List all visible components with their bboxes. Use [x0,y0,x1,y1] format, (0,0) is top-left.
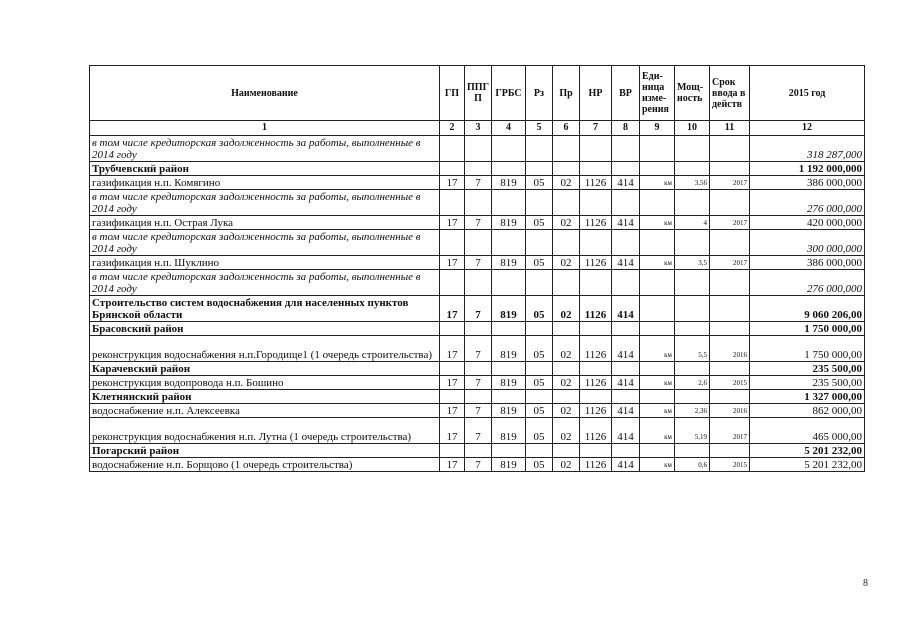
row-ppgp [465,230,492,256]
row-unit: км [640,336,675,362]
row-vr: 414 [612,404,640,418]
page-number: 8 [863,578,868,589]
row-power: 5,19 [675,418,710,444]
row-power: 5,5 [675,336,710,362]
row-name: Трубчевский район [90,162,440,176]
row-pr: 02 [553,458,580,472]
row-name: газификация н.п. Комягино [90,176,440,190]
row-name: в том числе кредиторская задолженность за работы, выполненные в 2014 году [90,230,440,256]
row-amount-2015: 276 000,000 [750,190,865,216]
colnum: 7 [580,121,612,136]
row-amount-2015: 235 500,00 [750,376,865,390]
row-gp: 17 [440,336,465,362]
col-header-gp: ГП [440,66,465,121]
colnum: 9 [640,121,675,136]
row-grbs: 819 [492,418,526,444]
row-term [710,162,750,176]
row-term [710,270,750,296]
row-nr: 1126 [580,296,612,322]
row-amount-2015: 386 000,000 [750,176,865,190]
row-unit [640,362,675,376]
table-row [90,230,865,256]
row-nr [580,162,612,176]
colnum: 11 [710,121,750,136]
row-amount-2015: 1 327 000,00 [750,390,865,404]
col-header-ppgp: ППГ П [465,66,492,121]
row-term [710,322,750,336]
row-nr: 1126 [580,376,612,390]
row-rz [526,322,553,336]
row-gp [440,444,465,458]
row-rz: 05 [526,404,553,418]
row-name: водоснабжение н.п. Алексеевка [90,404,440,418]
col-header-nr: НР [580,66,612,121]
row-rz: 05 [526,458,553,472]
row-vr: 414 [612,176,640,190]
row-power: 3,5 [675,256,710,270]
row-unit: км [640,458,675,472]
row-ppgp: 7 [465,216,492,230]
colnum: 3 [465,121,492,136]
row-rz: 05 [526,176,553,190]
row-rz: 05 [526,376,553,390]
table-row [90,216,865,230]
row-rz [526,136,553,162]
row-ppgp [465,136,492,162]
row-pr [553,136,580,162]
row-ppgp: 7 [465,336,492,362]
row-gp [440,230,465,256]
row-pr [553,444,580,458]
row-gp [440,362,465,376]
row-pr: 02 [553,418,580,444]
row-gp [440,136,465,162]
row-ppgp [465,270,492,296]
row-vr [612,390,640,404]
row-grbs [492,362,526,376]
row-name: газификация н.п. Острая Лука [90,216,440,230]
row-ppgp [465,444,492,458]
row-name: в том числе кредиторская задолженность за работы, выполненные в 2014 году [90,190,440,216]
colnum: 6 [553,121,580,136]
row-unit: км [640,404,675,418]
row-amount-2015: 862 000,00 [750,404,865,418]
row-term: 2015 [710,376,750,390]
row-vr: 414 [612,256,640,270]
row-name: реконструкция водоснабжения н.п. Лутна (1 очередь строительства) [90,418,440,444]
row-grbs [492,162,526,176]
row-gp: 17 [440,256,465,270]
table-row [90,190,865,216]
row-gp [440,322,465,336]
row-power [675,296,710,322]
row-unit [640,136,675,162]
row-power [675,190,710,216]
row-term [710,230,750,256]
row-rz [526,362,553,376]
row-grbs: 819 [492,458,526,472]
table-row [90,162,865,176]
row-amount-2015: 465 000,00 [750,418,865,444]
row-gp [440,190,465,216]
row-grbs: 819 [492,376,526,390]
row-nr [580,270,612,296]
row-grbs [492,322,526,336]
row-rz [526,230,553,256]
row-gp: 17 [440,458,465,472]
row-grbs [492,190,526,216]
row-name: в том числе кредиторская задолженность за работы, выполненные в 2014 году [90,136,440,162]
row-power [675,230,710,256]
row-power [675,162,710,176]
row-ppgp: 7 [465,176,492,190]
row-power [675,444,710,458]
row-unit [640,230,675,256]
row-unit [640,390,675,404]
row-nr: 1126 [580,418,612,444]
row-power: 0,6 [675,458,710,472]
row-ppgp: 7 [465,458,492,472]
row-vr [612,162,640,176]
header-row [90,66,865,121]
colnum: 5 [526,121,553,136]
row-gp: 17 [440,404,465,418]
row-amount-2015: 300 000,000 [750,230,865,256]
row-ppgp [465,322,492,336]
row-rz: 05 [526,256,553,270]
row-amount-2015: 318 287,000 [750,136,865,162]
row-term: 2017 [710,176,750,190]
row-term: 2015 [710,458,750,472]
row-grbs: 819 [492,176,526,190]
row-nr: 1126 [580,458,612,472]
colnum: 2 [440,121,465,136]
row-ppgp [465,362,492,376]
row-ppgp: 7 [465,418,492,444]
row-term: 2017 [710,256,750,270]
row-name: в том числе кредиторская задолженность за работы, выполненные в 2014 году [90,270,440,296]
row-power [675,136,710,162]
row-pr: 02 [553,216,580,230]
colnum: 1 [90,121,440,136]
row-name: реконструкция водопровода н.п. Бошино [90,376,440,390]
row-grbs [492,270,526,296]
table-row [90,176,865,190]
row-nr: 1126 [580,336,612,362]
row-nr: 1126 [580,216,612,230]
table-row [90,270,865,296]
row-pr: 02 [553,404,580,418]
row-power [675,270,710,296]
col-header-2015: 2015 год [750,66,865,121]
row-name: Брасовский район [90,322,440,336]
row-amount-2015: 386 000,000 [750,256,865,270]
row-vr [612,230,640,256]
colnum: 8 [612,121,640,136]
row-vr [612,362,640,376]
row-rz [526,162,553,176]
table-row [90,256,865,270]
table-row [90,458,865,472]
row-power [675,390,710,404]
row-grbs [492,390,526,404]
col-header-vr: ВР [612,66,640,121]
col-header-term: Срок ввода в действ [710,66,750,121]
table-row [90,418,865,444]
row-term [710,136,750,162]
column-number-row [90,121,865,136]
table-row [90,404,865,418]
row-pr [553,190,580,216]
row-grbs: 819 [492,256,526,270]
row-vr: 414 [612,376,640,390]
row-name: Строительство систем водоснабжения для населенных пунктов Брянской области [90,296,440,322]
col-header-pr: Пр [553,66,580,121]
row-ppgp [465,390,492,404]
row-grbs: 819 [492,296,526,322]
row-amount-2015: 1 192 000,000 [750,162,865,176]
row-ppgp [465,190,492,216]
colnum: 10 [675,121,710,136]
row-term [710,390,750,404]
col-header-unit: Еди- ница изме- рения [640,66,675,121]
row-nr [580,362,612,376]
row-grbs: 819 [492,336,526,362]
table-row [90,322,865,336]
row-gp [440,162,465,176]
row-pr: 02 [553,376,580,390]
table-row [90,390,865,404]
row-rz: 05 [526,296,553,322]
table-row [90,336,865,362]
row-term: 2016 [710,404,750,418]
row-power: 2,36 [675,404,710,418]
row-term: 2016 [710,336,750,362]
table-row [90,136,865,162]
row-rz [526,270,553,296]
table-row [90,444,865,458]
row-nr: 1126 [580,404,612,418]
row-name: Погарский район [90,444,440,458]
row-grbs: 819 [492,216,526,230]
row-gp: 17 [440,418,465,444]
table-row [90,362,865,376]
row-rz: 05 [526,216,553,230]
row-name: газификация н.п. Шуклино [90,256,440,270]
row-vr: 414 [612,216,640,230]
table-row [90,376,865,390]
row-vr [612,190,640,216]
row-unit [640,162,675,176]
row-vr [612,270,640,296]
row-gp: 17 [440,376,465,390]
row-vr [612,444,640,458]
row-term [710,362,750,376]
row-rz [526,390,553,404]
row-rz [526,190,553,216]
row-power: 2,6 [675,376,710,390]
row-vr: 414 [612,336,640,362]
row-term: 2017 [710,418,750,444]
row-nr [580,230,612,256]
col-header-grbs: ГРБС [492,66,526,121]
row-nr [580,390,612,404]
row-rz [526,444,553,458]
row-gp: 17 [440,216,465,230]
row-power [675,362,710,376]
row-pr: 02 [553,296,580,322]
row-unit: км [640,176,675,190]
row-name: Клетнянский район [90,390,440,404]
row-nr [580,190,612,216]
row-nr: 1126 [580,256,612,270]
row-name: реконструкция водоснабжения н.п.Городище1 (1 очередь строительства) [90,336,440,362]
row-grbs [492,136,526,162]
row-unit [640,296,675,322]
row-pr: 02 [553,336,580,362]
row-amount-2015: 276 000,000 [750,270,865,296]
row-nr [580,322,612,336]
row-pr [553,390,580,404]
row-amount-2015: 235 500,00 [750,362,865,376]
row-rz: 05 [526,336,553,362]
row-term [710,190,750,216]
row-pr [553,270,580,296]
row-term [710,296,750,322]
row-ppgp: 7 [465,296,492,322]
row-unit [640,270,675,296]
row-pr: 02 [553,256,580,270]
row-vr: 414 [612,418,640,444]
row-unit: км [640,256,675,270]
row-unit [640,190,675,216]
row-amount-2015: 1 750 000,00 [750,336,865,362]
row-gp [440,390,465,404]
row-power: 3,56 [675,176,710,190]
row-unit [640,444,675,458]
row-pr [553,322,580,336]
row-unit: км [640,216,675,230]
row-pr: 02 [553,176,580,190]
row-gp [440,270,465,296]
row-ppgp: 7 [465,256,492,270]
row-ppgp: 7 [465,404,492,418]
row-vr: 414 [612,458,640,472]
row-term [710,444,750,458]
row-grbs: 819 [492,404,526,418]
row-nr: 1126 [580,176,612,190]
row-ppgp [465,162,492,176]
row-vr [612,136,640,162]
row-amount-2015: 420 000,000 [750,216,865,230]
row-name: Карачевский район [90,362,440,376]
row-nr [580,136,612,162]
col-header-power: Мощ- ность [675,66,710,121]
row-vr: 414 [612,296,640,322]
colnum: 12 [750,121,865,136]
row-term: 2017 [710,216,750,230]
row-pr [553,162,580,176]
row-amount-2015: 5 201 232,00 [750,444,865,458]
row-grbs [492,230,526,256]
row-amount-2015: 1 750 000,00 [750,322,865,336]
row-pr [553,230,580,256]
row-ppgp: 7 [465,376,492,390]
row-amount-2015: 5 201 232,00 [750,458,865,472]
col-header-rz: Рз [526,66,553,121]
budget-table [89,65,865,472]
colnum: 4 [492,121,526,136]
row-power [675,322,710,336]
row-amount-2015: 9 060 206,00 [750,296,865,322]
col-header-name: Наименование [90,66,440,121]
row-unit: км [640,418,675,444]
row-pr [553,362,580,376]
row-power: 4 [675,216,710,230]
row-grbs [492,444,526,458]
row-gp: 17 [440,176,465,190]
table-row [90,296,865,322]
row-rz: 05 [526,418,553,444]
row-nr [580,444,612,458]
row-gp: 17 [440,296,465,322]
row-unit: км [640,376,675,390]
row-vr [612,322,640,336]
row-name: водоснабжение н.п. Борщово (1 очередь строительства) [90,458,440,472]
row-unit [640,322,675,336]
